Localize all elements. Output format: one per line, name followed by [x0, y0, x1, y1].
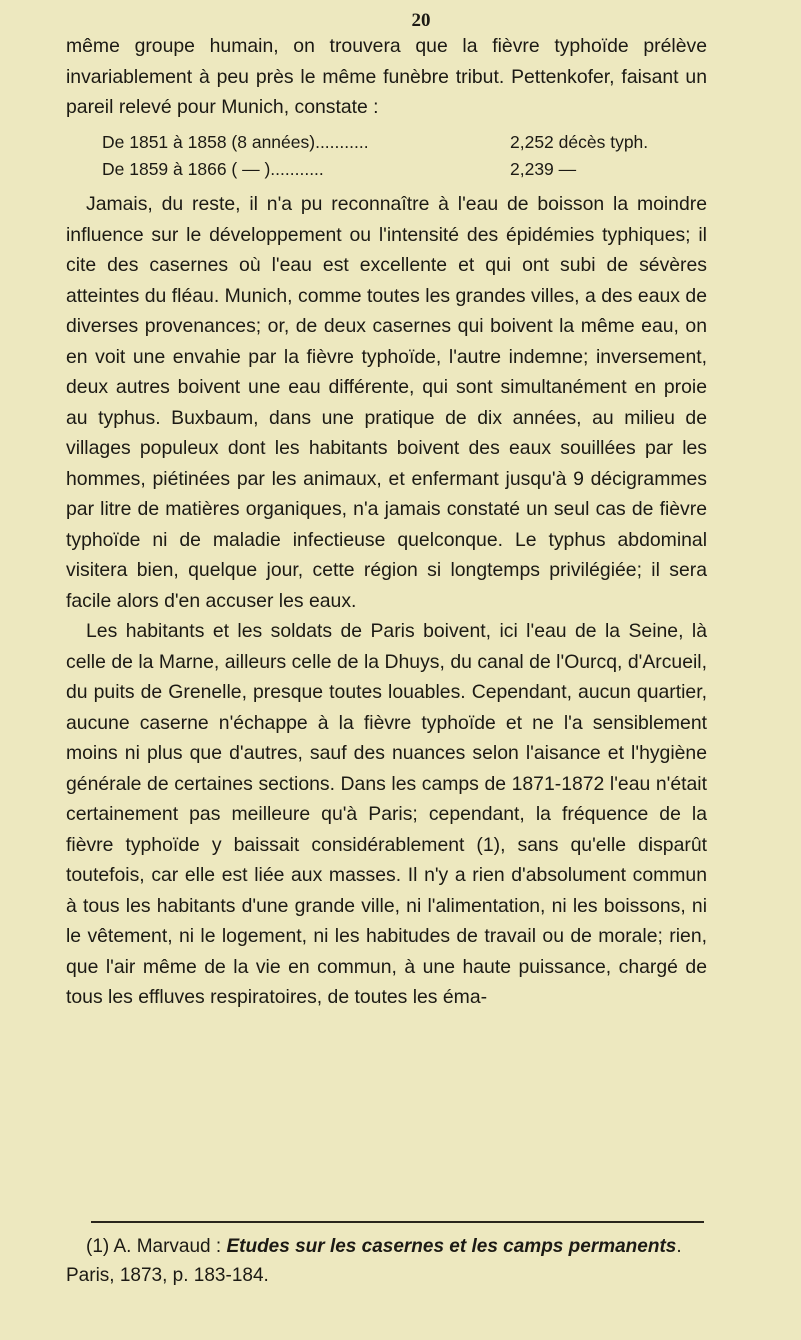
footnote-divider	[91, 1221, 704, 1223]
stats-period: De 1851 à 1858 (8 années)...........	[102, 132, 369, 152]
stats-period: De 1859 à 1866 ( — )...........	[102, 159, 324, 179]
footnote	[66, 1232, 707, 1290]
stats-value: 2,252 décès typh.	[510, 132, 649, 152]
intro-text: même groupe humain, on trouvera que la fièvre typhoïde prélève invariablement à peu près le même funèbre tribut. Pettenkofer, faisant un pareil relevé pour Munich, constate :	[66, 35, 707, 118]
paragraph-paris: Les habitants et les soldats de Paris boivent, ici l'eau de la Seine, là celle de la Marne, ailleurs celle de la Dhuys, du canal de l'Ourcq, d'Arcueil, du puits de Grenelle, presque toutes louables. Cependant, aucun quartier, aucune caserne n'échappe à la fièvre typhoïde et ne l'a sensiblement moins ni plus que d'autres, sauf des nuances selon l'aisance et l'hygiène générale de certaines sections. Dans les camps de 1871-1872 l'eau n'était certainement pas meilleure qu'à Paris; cependant, la fréquence de la fièvre typhoïde y baissait considérablement (1), sans qu'elle disparût toutefois, car elle est liée aux masses. Il n'y a rien d'absolument commun à tous les habitants d'une grande ville, ni l'alimentation, ni les boissons, ni le vêtement, ni le logement, ni les habitudes de travail ou de morale; rien, que l'air même de la vie en commun, à une haute puissance, chargé de tous les effluves respiratoires, de toutes les éma-	[66, 620, 707, 1008]
paragraph-munich: Jamais, du reste, il n'a pu reconnaître à l'eau de boisson la moindre influence sur le développement ou l'intensité des épidémies typhiques; il cite des casernes où l'eau est excellente et qui ont subi de sévères atteintes du fléau. Munich, comme toutes les grandes villes, a des eaux de diverses provenances; or, de deux casernes qui boivent la même eau, on en voit une envahie par la fièvre typhoïde, l'autre indemne; inversement, deux autres boivent une eau différente, qui sont simultanément en proie au typhus. Buxbaum, dans une pratique de dix années, au milieu de villages populeux dont les habitants boivent des eaux souillées par les hommes, piétinées par les animaux, et enfermant jusqu'à 9 décigrammes par litre de matières organiques, n'a jamais constaté un seul cas de fièvre typhoïde ni de maladie infectieuse quelconque. Le typhus abdominal visitera bien, quelque jour, cette région si longtemps privilégiée; il sera facile alors d'en accuser les eaux.	[66, 193, 707, 612]
footnote-marker: (1)	[86, 1236, 110, 1257]
stats-value: 2,239 —	[510, 159, 577, 179]
intro-paragraph	[66, 31, 707, 123]
page-number: 20	[411, 10, 431, 31]
body-text	[66, 189, 707, 1013]
footnote-title: Etudes sur les casernes et les camps permanents	[226, 1236, 677, 1257]
footnote-publication: . Paris, 1873, p. 183-184.	[66, 1236, 682, 1286]
footnote-author: A. Marvaud :	[113, 1236, 222, 1257]
